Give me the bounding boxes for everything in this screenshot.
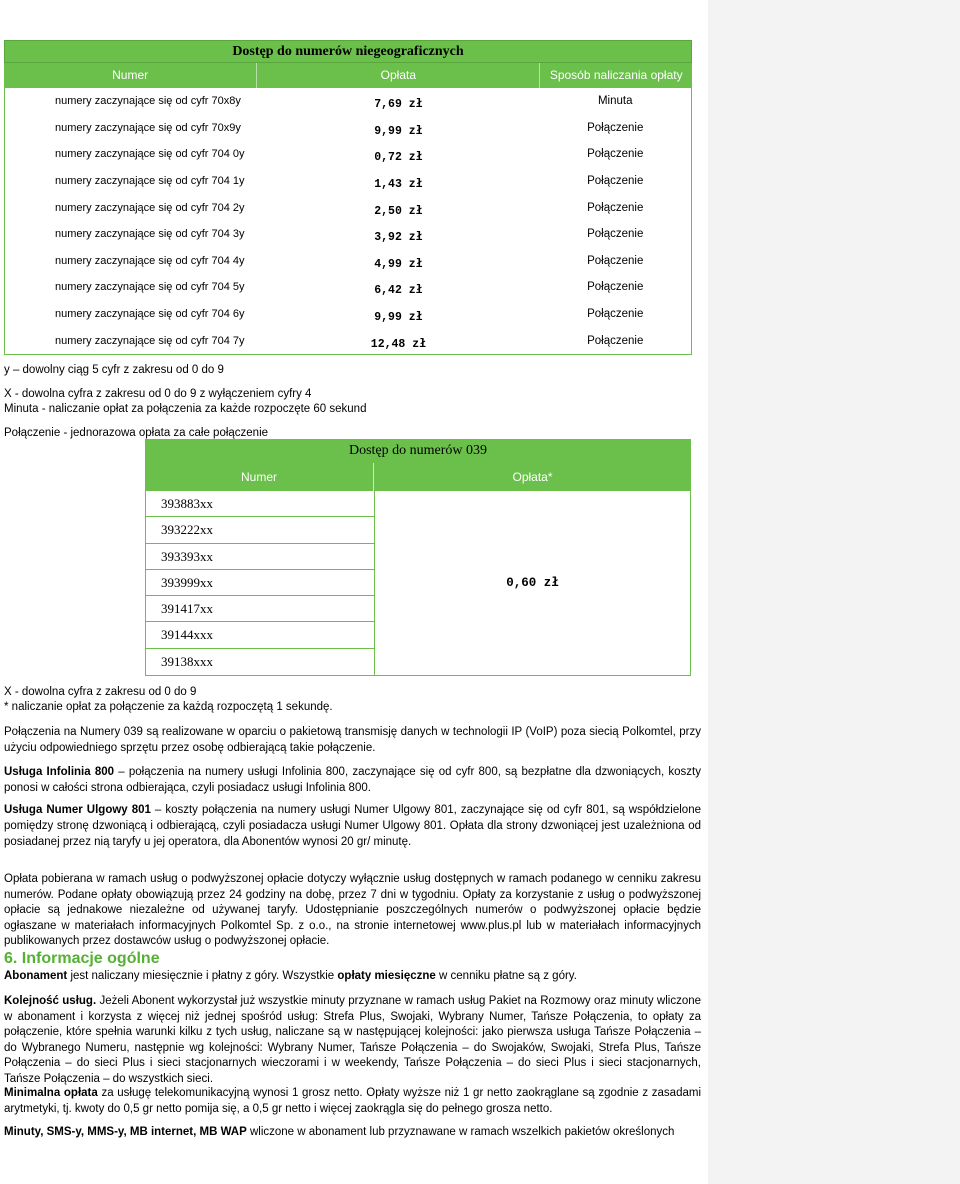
abonament-bold: Abonament [4,970,68,982]
price-cell: 0,60 zł [506,576,559,591]
ulgowy-title: Usługa Numer Ulgowy 801 [4,804,151,816]
header-number: Numer [112,68,149,82]
note-polaczenie: Połączenie - jednorazowa opłata za całe połączenie [4,427,269,439]
numbers-039-table [145,439,691,676]
cell-number: numery zaczynające się od cyfr 704 3y [55,228,245,241]
header-number: Numer [145,463,374,491]
note-x-039: X - dowolna cyfra z zakresu od 0 do 9 [4,686,197,698]
table-row [5,141,691,168]
table-header [4,63,692,88]
cell-fee: 9,99 zł [374,311,423,325]
cell-billing: Połączenie [587,281,644,294]
note-x: X - dowolna cyfra z zakresu od 0 do 9 z wyłączeniem cyfry 4 [4,388,312,400]
minimalna-text: za usługę telekomunikacyjną wynosi 1 grosz netto. Opłaty wyższe niż 1 gr netto zaokrąglane są zgodnie z zasadami arytmetyki, tj. kwoty do 0,5 gr netto pomija się, a 0,5 gr netto i więcej zaokrągla się do pełnego grosza netto. [4,1087,701,1115]
cell-billing: Minuta [597,95,633,108]
cell-fee: 4,99 zł [374,257,423,271]
cell-number: numery zaczynające się od cyfr 704 4y [55,254,245,267]
monthly-fees-bold: opłaty miesięczne [337,970,436,982]
cell-billing: Połączenie [587,121,644,134]
cell-fee: 0,72 zł [374,151,423,165]
table-row [5,301,691,328]
minuty-bold: Minuty, SMS-y, MMS-y, MB internet, MB WAP [4,1126,247,1138]
ulgowy-paragraph [4,802,701,850]
cell-fee: 2,50 zł [374,204,423,218]
table-row [5,221,691,248]
table-row [5,168,691,195]
list-item: 393883xx [146,491,374,517]
section-heading: 6. Informacje ogólne [4,950,160,967]
ulgowy-text: – koszty połączenia na numery usługi Numer Ulgowy 801, zaczynające się od cyfr 801, są współdzielone pomiędzy stronę dzwoniącą i odbierającą, czyli posiadacza usługi Numer Ulgowy 801. Opłata dla strony dzwoniącej jest uzależniona od posiadanej przez nią taryfy u jej operatora, dla Abonentów wynosi 20 gr/ minutę. [4,804,701,848]
non-geographic-numbers-table [4,40,692,355]
kolejnosc-text: Jeżeli Abonent wykorzystał już wszystkie minuty przyznane w ramach usług Pakiet na Rozmowy oraz minuty wliczone w abonament i korzysta z więcej niż jednej spośród usług: Strefa Plus, Swojaki, Wybrany Numer, Tańsze Połączenia, to opłaty za połączenie, które spełnia warunki kilku z tych usług, naliczane są w następującej kolejności: jako pierwsza usługa Tańsze Połączenia – do Wybranego Numeru, następnie wg kolejności: Wybrany Numer, Tańsze Połączenia – do Swojaków, Swojaki, Strefa Plus, Tańsze Połączenia – do sieci Plus i sieci stacjonarnych wieczorami i w weekendy, Tańsze Połączenia – do sieci Plus i sieci stacjonarnych, Tańsze Połączenia – do wszystkich sieci. [4,995,701,1085]
list-item: 39138xxx [161,653,213,669]
cell-billing: Połączenie [587,201,644,214]
cell-fee: 1,43 zł [374,178,423,192]
header-fee: Opłata [256,63,539,88]
cell-fee: 7,69 zł [374,98,423,112]
note-asterisk: * naliczanie opłat za połączenie za każdą rozpoczętą 1 sekundę. [4,701,333,713]
table-title: Dostęp do numerów 039 [145,439,691,463]
cell-billing: Połączenie [587,254,644,267]
cell-billing: Połączenie [587,175,644,188]
side-margin-panel [708,0,960,1184]
cell-fee: 3,92 zł [374,231,423,245]
cell-billing: Połączenie [587,148,644,161]
cell-fee: 12,48 zł [370,337,427,351]
table-row [5,248,691,275]
infolinia-text: – połączenia na numery usługi Infolinia 800, zaczynające się od cyfr 800, są bezpłatne dla dzwoniących, koszty ponosi w całości strona odbierająca, czyli posiadacz usługi Infolinia 800. [4,766,701,794]
cell-number: numery zaczynające się od cyfr 704 1y [55,175,245,188]
list-item: 393393xx [146,544,374,570]
list-item: 393999xx [146,570,374,596]
cell-number: numery zaczynające się od cyfr 704 5y [55,281,245,294]
cell-billing: Połączenie [587,308,644,321]
minuty-paragraph [4,1124,701,1140]
header-billing: Sposób naliczania opłaty [539,63,692,88]
premium-paragraph: Opłata pobierana w ramach usług o podwyższonej opłacie dotyczy wyłącznie usług dostępnych w ramach podanego w cenniku zakresu numerów. Podane opłaty obowiązują przez 24 godziny na dobę, przez 7 dni w tygodniu. Opłaty za korzystanie z usług o podwyższonej opłacie są jednakowe niezależne od używanej taryfy. Udostępnianie poszczególnych numerów o podwyższonej opłacie będzie ogłaszane w materiałach informacyjnych Polkomtel Sp. z o.o., na stronie internetowej www.plus.pl lub w materiałach informacyjnych publikowanych przez dostawców usług o podwyższonej opłacie. [4,873,701,947]
cell-number: numery zaczynające się od cyfr 704 2y [55,201,245,214]
cell-number: numery zaczynające się od cyfr 704 7y [55,334,245,347]
list-item: 391417xx [146,596,374,622]
note-y: y – dowolny ciąg 5 cyfr z zakresu od 0 do 9 [4,364,224,376]
table-row [5,194,691,221]
list-item: 393222xx [146,517,374,543]
abonament-text: jest naliczany miesięcznie i płatny z góry. Wszystkie [67,970,338,982]
cell-number: numery zaczynające się od cyfr 704 0y [55,148,245,161]
table-row [5,88,691,115]
cell-number: numery zaczynające się od cyfr 704 6y [55,308,245,321]
minimalna-paragraph [4,1085,701,1117]
header-fee: Opłata* [512,470,553,484]
table-title: Dostęp do numerów niegeograficznych [4,40,692,63]
table-row [5,327,691,354]
voip-paragraph: Połączenia na Numery 039 są realizowane w oparciu o pakietową transmisję danych w technologii IP (VoIP) poza siecią Polkomtel, przy użyciu odpowiedniego sprzętu przez osobę odbierającą takie połączenie. [4,726,701,754]
table-row [5,115,691,142]
cell-billing: Połączenie [587,228,644,241]
table-row [5,274,691,301]
cell-number: numery zaczynające się od cyfr 70x9y [55,121,241,134]
minimalna-bold: Minimalna opłata [4,1087,98,1099]
list-item: 39144xxx [146,622,374,648]
cell-fee: 6,42 zł [374,284,423,298]
kolejnosc-bold: Kolejność usług. [4,995,97,1007]
minuty-text: wliczone w abonament lub przyznawane w ramach wszelkich pakietów określonych [246,1126,675,1138]
cell-fee: 9,99 zł [374,124,423,138]
abonament-text-end: w cenniku płatne są z góry. [435,970,577,982]
table-header [145,463,691,491]
abonament-paragraph [4,968,701,984]
cell-number: numery zaczynające się od cyfr 70x8y [55,95,241,108]
cell-billing: Połączenie [587,334,644,347]
infolinia-title: Usługa Infolinia 800 [4,766,115,778]
kolejnosc-paragraph [4,994,701,1087]
note-minuta: Minuta - naliczanie opłat za połączenia za każde rozpoczęte 60 sekund [4,403,367,415]
infolinia-paragraph [4,764,701,796]
